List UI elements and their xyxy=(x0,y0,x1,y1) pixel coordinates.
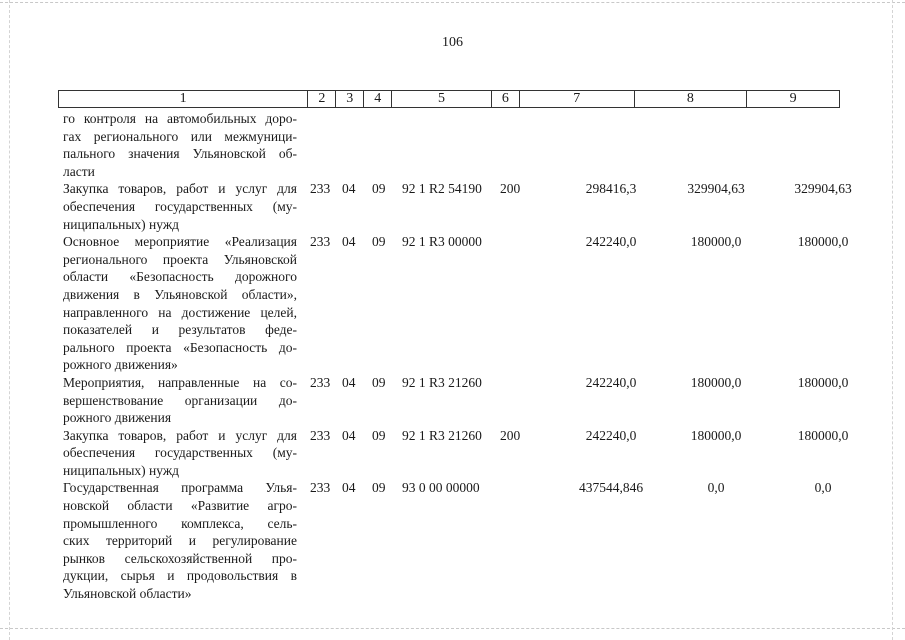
table-header-row xyxy=(58,90,840,108)
row-name xyxy=(63,180,297,233)
row-name-line: рынков сельскохозяйственной про- xyxy=(63,550,297,566)
row-name-line: области «Безопасность дорожного xyxy=(63,269,297,285)
row-name-line: пального значения Ульяновской об- xyxy=(63,146,297,162)
table-row xyxy=(63,110,863,180)
row-name xyxy=(63,110,297,180)
amount-col-8-cell: 180000,0 xyxy=(690,234,742,250)
row-name-line: Основное мероприятие «Реализация xyxy=(63,234,297,250)
budget-code-cell: 233 xyxy=(310,234,331,250)
budget-code-cell: 233 xyxy=(310,427,331,443)
table-body xyxy=(63,110,863,603)
row-name-line: промышленного комплекса, сель- xyxy=(63,515,297,531)
scan-border-top xyxy=(0,2,905,3)
row-name-line: регионального проекта Ульяновской xyxy=(63,251,297,267)
subsection-cell: 09 xyxy=(372,234,386,250)
header-col-1: 1 xyxy=(59,91,308,107)
row-name-line: ласти xyxy=(63,163,95,179)
section-cell: 04 xyxy=(342,234,356,250)
page-number: 106 xyxy=(442,35,463,50)
amount-col-9-cell: 180000,0 xyxy=(797,427,849,443)
row-name-line: направленного на достижение целей, xyxy=(63,304,297,320)
subsection-cell: 09 xyxy=(372,181,386,197)
target-article-cell: 92 1 R3 21260 xyxy=(402,427,482,443)
amount-col-9-cell: 0,0 xyxy=(814,480,832,496)
table-row xyxy=(63,427,863,480)
table-row xyxy=(63,233,863,374)
row-name xyxy=(63,233,297,374)
header-col-5: 5 xyxy=(392,91,492,107)
amount-col-7-cell: 437544,846 xyxy=(578,480,644,496)
row-name xyxy=(63,479,297,602)
amount-col-8-cell: 180000,0 xyxy=(690,374,742,390)
amount-col-8-cell: 0,0 xyxy=(707,480,725,496)
header-col-6: 6 xyxy=(492,91,520,107)
row-name-line: обеспечения государственных (му- xyxy=(63,445,297,461)
amount-col-9-cell: 180000,0 xyxy=(797,234,849,250)
table-row xyxy=(63,479,863,602)
amount-col-7-cell: 242240,0 xyxy=(585,234,637,250)
target-article-cell: 93 0 00 00000 xyxy=(402,480,480,496)
target-article-cell: 92 1 R2 54190 xyxy=(402,181,482,197)
header-col-3: 3 xyxy=(336,91,364,107)
section-cell: 04 xyxy=(342,427,356,443)
expense-type-cell: 200 xyxy=(500,427,521,443)
row-name-line: рожного движения xyxy=(63,410,172,426)
amount-col-9-cell: 329904,63 xyxy=(794,181,852,197)
scan-border-bottom xyxy=(0,628,905,629)
row-name-line: новской области «Развитие агро- xyxy=(63,498,297,514)
amount-col-8-cell: 180000,0 xyxy=(690,427,742,443)
target-article-cell: 92 1 R3 00000 xyxy=(402,234,482,250)
subsection-cell: 09 xyxy=(372,427,386,443)
row-name-line: го контроля на автомобильных доро- xyxy=(63,111,297,126)
target-article-cell: 92 1 R3 21260 xyxy=(402,374,482,390)
row-name xyxy=(63,427,297,480)
subsection-cell: 09 xyxy=(372,480,386,496)
amount-col-7-cell: 242240,0 xyxy=(585,427,637,443)
row-name-line: ниципальных) нужд xyxy=(63,462,180,478)
row-name-line: ниципальных) нужд xyxy=(63,216,180,232)
header-col-7: 7 xyxy=(520,91,635,107)
budget-code-cell: 233 xyxy=(310,181,331,197)
amount-col-9-cell: 180000,0 xyxy=(797,374,849,390)
header-col-2: 2 xyxy=(308,91,336,107)
row-name-line: движения в Ульяновской области», xyxy=(63,286,297,302)
row-name-line: ских территорий и регулирование xyxy=(63,533,297,549)
table-row xyxy=(63,374,863,427)
header-col-9: 9 xyxy=(789,91,797,106)
row-name-line: показателей и результатов феде- xyxy=(63,322,297,338)
budget-code-cell: 233 xyxy=(310,374,331,390)
row-name-line: Мероприятия, направленные на со- xyxy=(63,374,297,390)
expense-type-cell: 200 xyxy=(500,181,521,197)
row-name-line: Закупка товаров, работ и услуг для xyxy=(63,427,297,443)
scan-border-right xyxy=(892,0,893,640)
amount-col-7-cell: 242240,0 xyxy=(585,374,637,390)
row-name-line: вершенствование организации до- xyxy=(63,392,297,408)
row-name-line: Закупка товаров, работ и услуг для xyxy=(63,181,297,197)
row-name-line: рального проекта «Безопасность до- xyxy=(63,339,297,355)
row-name-line: гах регионального или межмуници- xyxy=(63,128,297,144)
budget-code-cell: 233 xyxy=(310,480,331,496)
amount-col-8-cell: 329904,63 xyxy=(687,181,745,197)
row-name-line: обеспечения государственных (му- xyxy=(63,198,297,214)
row-name-line: рожного движения» xyxy=(63,357,178,373)
table-row xyxy=(63,180,863,233)
row-name-line: дукции, сырья и продовольствия в xyxy=(63,568,297,584)
subsection-cell: 09 xyxy=(372,374,386,390)
header-col-8: 8 xyxy=(635,91,748,107)
scan-border-left xyxy=(9,0,10,640)
amount-col-7-cell: 298416,3 xyxy=(585,181,637,197)
row-name-line: Государственная программа Улья- xyxy=(63,480,297,496)
section-cell: 04 xyxy=(342,374,356,390)
row-name xyxy=(63,374,297,427)
header-col-4: 4 xyxy=(364,91,392,107)
row-name-line: Ульяновской области» xyxy=(63,586,192,602)
section-cell: 04 xyxy=(342,181,356,197)
section-cell: 04 xyxy=(342,480,356,496)
